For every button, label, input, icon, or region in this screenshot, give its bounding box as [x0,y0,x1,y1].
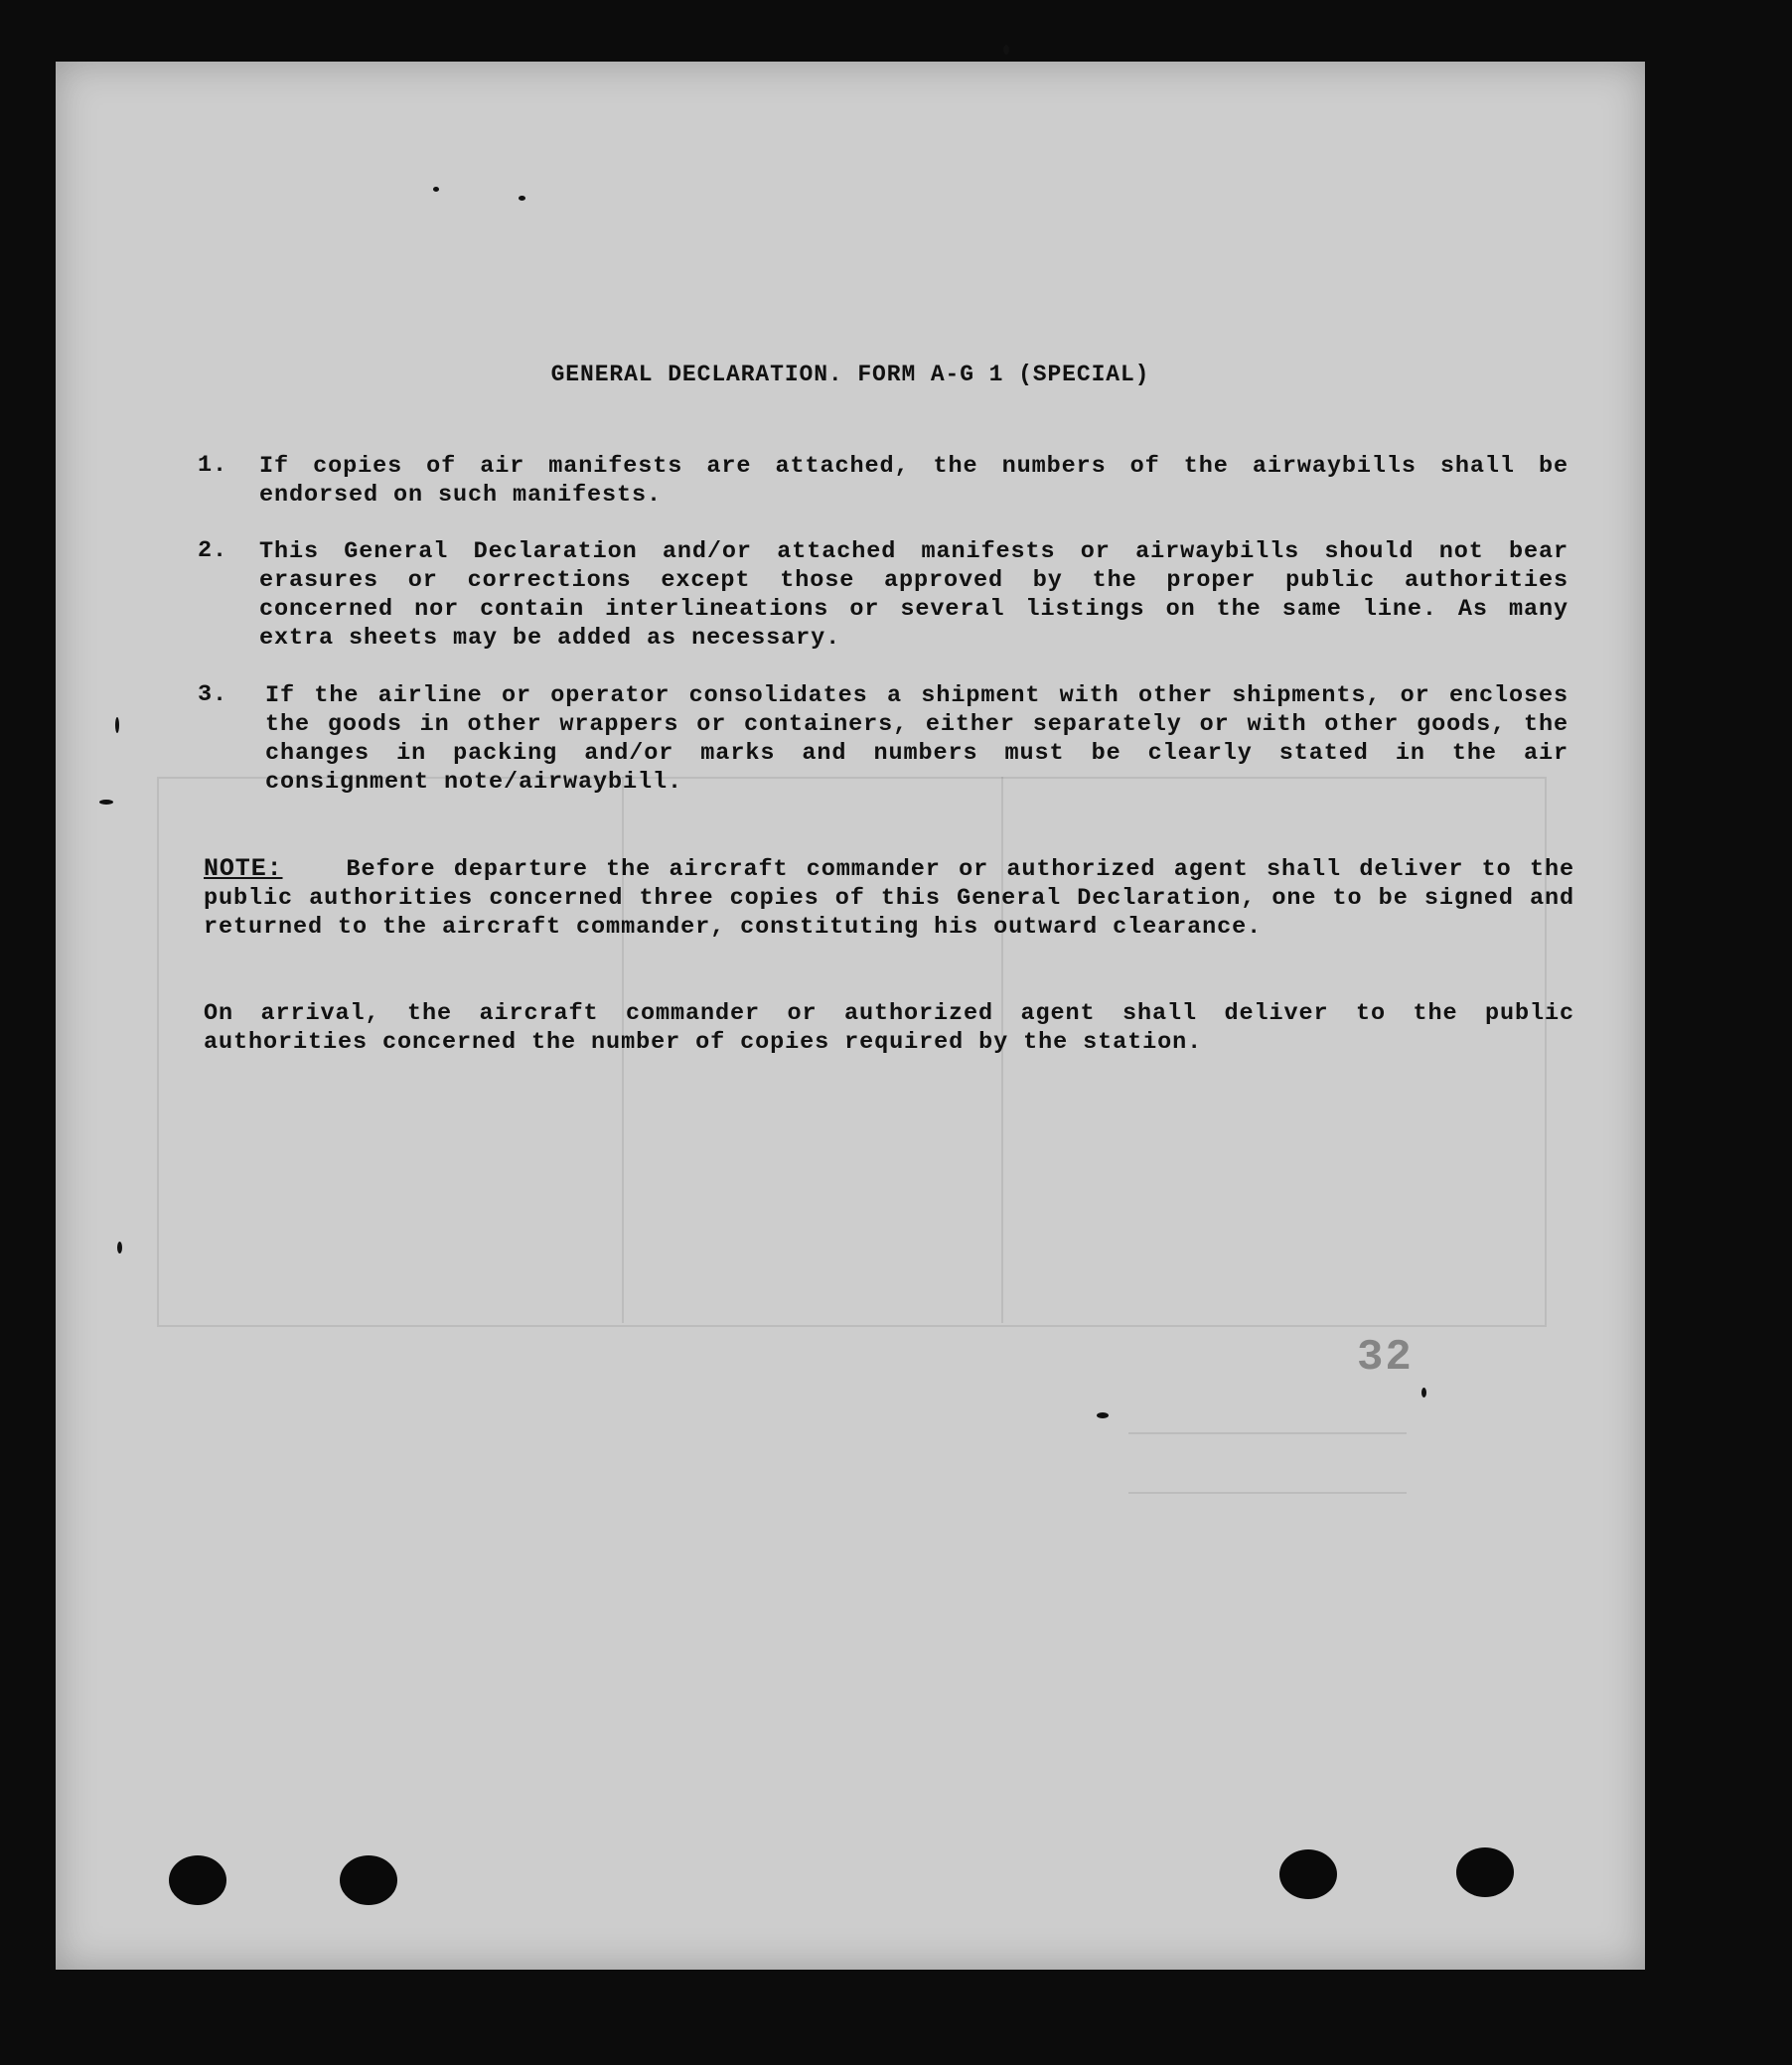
note-paragraph [204,854,1574,942]
ink-speck [1097,1412,1109,1418]
arrival-paragraph: On arrival, the aircraft commander or authorized agent shall deliver to the public authorities concerned the number of copies required by the station. [204,1000,1574,1056]
item-text: If the airline or operator consolidates a shipment with other shipments, or encloses the goods in other wrappers or containers, either separately or with other goods, the changes in packing and/or marks and numbers must be clearly stated in the air consignment note/airwaybill. [265,682,1568,796]
document-page [56,62,1645,1970]
punch-hole [1279,1849,1337,1899]
ink-speck [433,187,439,192]
instruction-item [198,681,1568,797]
instruction-item [198,537,1568,653]
punch-hole [1456,1847,1514,1897]
page-number: 32 [1357,1333,1414,1383]
edge-mark [99,800,113,805]
item-number: 1. [198,452,228,479]
ink-speck [1421,1388,1426,1398]
document-title: GENERAL DECLARATION. FORM A-G 1 (SPECIAL) [550,362,1150,387]
item-text: If copies of air manifests are attached, the numbers of the airwaybills shall be endorsed on such manifests. [259,453,1568,509]
bleed-through-line [1128,1492,1407,1494]
punch-hole [340,1855,397,1905]
bleed-through-line [1128,1432,1407,1434]
item-number: 2. [198,537,228,564]
ink-speck [519,196,525,201]
item-text: This General Declaration and/or attached manifests or airwaybills should not bear erasures or corrections except those approved by the proper public authorities concerned nor contain interlineations or several listings on the same line. As many extra sheets may be added as necessary. [259,538,1568,652]
note-text: Before departure the aircraft commander or authorized agent shall deliver to the public authorities concerned three copies of this General Declaration, one to be signed and returned to the aircraft commander, constituting his outward clearance. [204,856,1574,941]
bleed-through-text [443,101,461,135]
punch-hole [169,1855,226,1905]
note-label: NOTE: [204,854,283,883]
edge-mark [1003,45,1009,55]
edge-mark [115,717,119,733]
item-number: 3. [198,681,228,708]
instruction-item [198,452,1568,510]
edge-mark [117,1242,122,1254]
